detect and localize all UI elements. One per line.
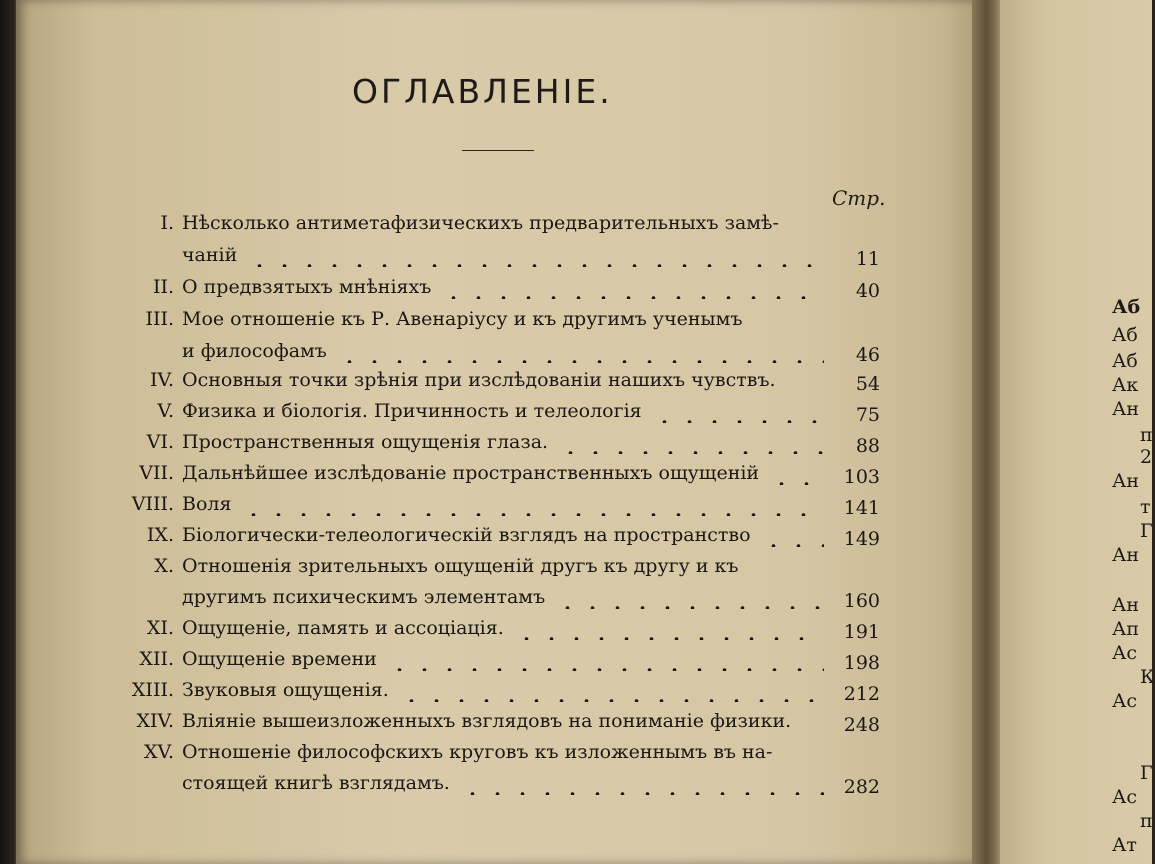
toc-page-number: 160	[843, 590, 880, 612]
toc-page-number: 11	[855, 248, 880, 270]
index-fragment: Ас	[1112, 690, 1138, 712]
toc-title-line	[182, 586, 832, 616]
toc-numeral: VIII.	[131, 493, 174, 515]
toc-title-line	[182, 276, 832, 306]
page-column-header: Стр.	[832, 186, 886, 210]
toc-title-line	[182, 308, 832, 338]
toc-page-number: 282	[843, 776, 880, 798]
toc-title: Воля	[182, 493, 232, 515]
toc-leader-dots	[337, 360, 824, 363]
toc-numeral: VII.	[139, 462, 174, 484]
toc-leader-dots	[399, 699, 824, 702]
toc-title: Дальнѣйшее изслѣдованіе пространственныхъ ощущеній	[182, 462, 760, 484]
toc-title-line	[182, 524, 832, 554]
index-fragment: Ан	[1112, 544, 1140, 566]
toc-numeral: XI.	[146, 617, 174, 639]
index-fragment: Ан	[1112, 594, 1140, 616]
toc-title: Физика и біологія. Причинность и телеологія	[182, 400, 642, 422]
toc-page-number: 54	[855, 373, 880, 395]
toc-title: Ощущеніе, память и ассоціація.	[182, 617, 504, 639]
toc-numeral: IV.	[150, 369, 174, 391]
toc-leader-dots	[241, 513, 824, 516]
toc-title-line	[182, 741, 832, 771]
toc-title-line	[182, 244, 832, 274]
toc-numeral: I.	[160, 212, 174, 234]
index-fragment: Ан	[1112, 470, 1140, 492]
index-fragment: Г	[1140, 762, 1153, 784]
toc-title-line	[182, 493, 832, 523]
toc-leader-dots	[247, 264, 824, 267]
toc-leader-dots	[652, 420, 824, 423]
right-page	[1000, 0, 1152, 864]
toc-title: Ощущеніе времени	[182, 648, 377, 670]
toc-page-number: 141	[843, 497, 880, 519]
toc-numeral: XIV.	[136, 710, 174, 732]
index-fragment: п	[1140, 810, 1153, 832]
index-fragment: К	[1140, 666, 1155, 688]
toc-numeral: II.	[152, 276, 174, 298]
toc-leader-dots	[514, 637, 824, 640]
index-fragment: 2	[1140, 446, 1153, 468]
toc-leader-dots	[555, 606, 824, 609]
toc-title-line	[182, 679, 832, 709]
toc-title-line	[182, 212, 832, 242]
toc-page-number: 46	[855, 344, 880, 366]
toc-numeral: VI.	[146, 431, 174, 453]
toc-page-number: 149	[843, 528, 880, 550]
index-fragment: т	[1140, 496, 1151, 518]
toc-title: Вліяніе вышеизложенныхъ взглядовъ на пониманіе физики.	[182, 710, 792, 732]
index-fragment: Ас	[1112, 786, 1138, 808]
toc-title: Отношенія зрительныхъ ощущеній другъ къ другу и къ	[182, 555, 739, 577]
toc-title: Звуковыя ощущенія.	[182, 679, 389, 701]
toc-title: и философамъ	[182, 340, 327, 362]
toc-title-line	[182, 369, 832, 399]
page-title: ОГЛАВЛЕНІЕ.	[352, 72, 613, 111]
toc-leader-dots	[558, 451, 824, 454]
index-fragment: Аб	[1112, 350, 1138, 372]
toc-leader-dots	[761, 544, 824, 547]
toc-title: Біологически-телеологическій взглядъ на пространство	[182, 524, 751, 546]
index-fragment: п	[1140, 424, 1153, 446]
toc-leader-dots	[460, 792, 824, 795]
toc-page-number: 212	[843, 683, 880, 705]
title-divider	[462, 150, 534, 151]
toc-page-number: 191	[843, 621, 880, 643]
toc-page-number: 198	[843, 652, 880, 674]
toc-title-line	[182, 340, 832, 370]
toc-numeral: XIII.	[131, 679, 174, 701]
toc-title: Нѣсколько антиметафизическихъ предварительныхъ замѣ-	[182, 212, 779, 234]
toc-title: Основныя точки зрѣнія при изслѣдованіи нашихъ чувствъ.	[182, 369, 776, 391]
toc-numeral: XII.	[139, 648, 174, 670]
toc-title-line	[182, 648, 832, 678]
toc-leader-dots	[441, 296, 824, 299]
index-fragment: Аб	[1112, 296, 1141, 318]
toc-title: О предвзятыхъ мнѣніяхъ	[182, 276, 432, 298]
toc-numeral: III.	[145, 308, 174, 330]
index-fragment: Ат	[1112, 834, 1137, 856]
toc-numeral: XV.	[144, 741, 174, 763]
toc-title: Мое отношеніе къ Р. Авенаріусу и къ другимъ ученымъ	[182, 308, 743, 330]
toc-title: другимъ психическимъ элементамъ	[182, 586, 546, 608]
toc-page-number: 75	[855, 404, 880, 426]
toc-page-number: 248	[843, 714, 880, 736]
index-fragment: Ап	[1112, 618, 1140, 640]
toc-numeral: IX.	[146, 524, 174, 546]
toc-leader-dots	[769, 482, 824, 485]
toc-page-number: 88	[855, 435, 880, 457]
index-fragment: Г	[1140, 520, 1153, 542]
toc-numeral: V.	[157, 400, 174, 422]
toc-title-line	[182, 400, 832, 430]
toc-title-line	[182, 555, 832, 585]
index-fragment: Аб	[1112, 324, 1138, 346]
index-fragment: Ан	[1112, 398, 1140, 420]
toc-title: чаній	[182, 244, 238, 266]
toc-title-line	[182, 710, 832, 740]
index-fragment: Ак	[1112, 374, 1139, 396]
toc-page-number: 103	[843, 466, 880, 488]
toc-title-line	[182, 772, 832, 802]
toc-page-number: 40	[855, 280, 880, 302]
toc-title-line	[182, 617, 832, 647]
toc-title: стоящей книгѣ взглядамъ.	[182, 772, 450, 794]
index-fragment: Ас	[1112, 642, 1138, 664]
toc-leader-dots	[387, 668, 824, 671]
toc-title: Пространственныя ощущенія глаза.	[182, 431, 549, 453]
toc-title: Отношеніе философскихъ круговъ къ изложеннымъ въ на-	[182, 741, 773, 763]
toc-title-line	[182, 462, 832, 492]
toc-numeral: X.	[154, 555, 174, 577]
toc-title-line	[182, 431, 832, 461]
